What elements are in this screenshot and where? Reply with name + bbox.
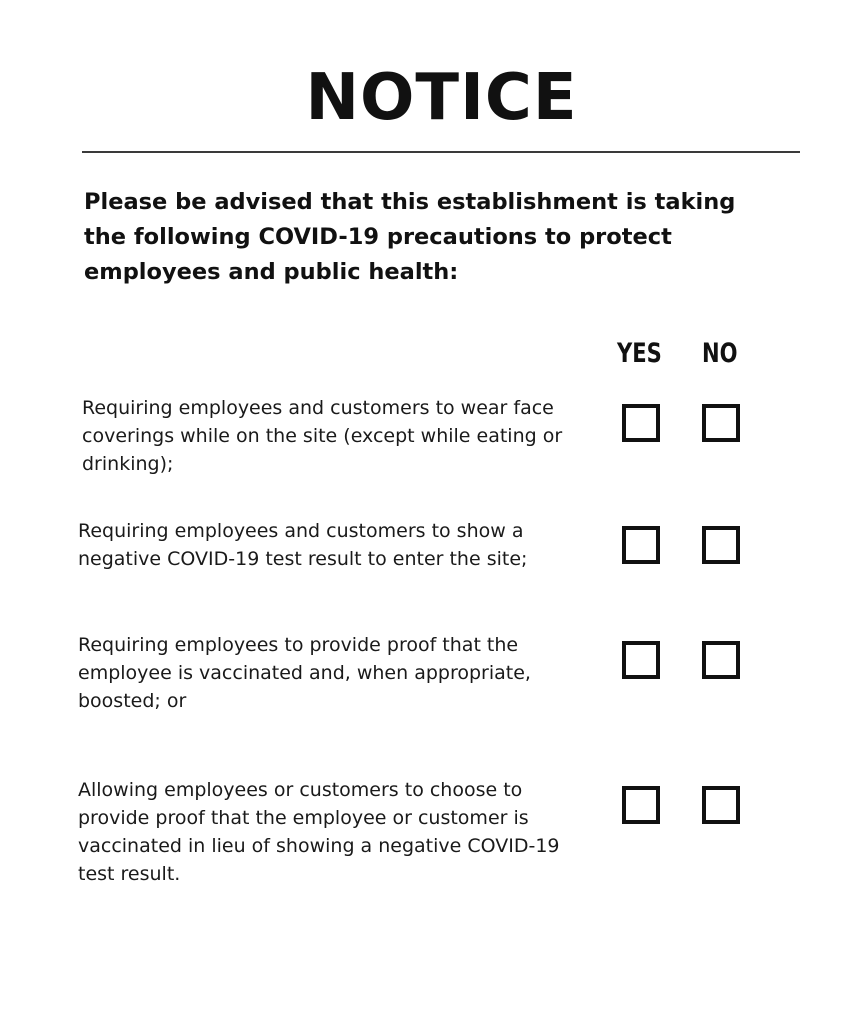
title-divider [82,151,800,153]
column-header-yes: YES [617,338,662,369]
precaution-no-checkbox[interactable] [702,641,740,679]
precaution-yes-checkbox[interactable] [622,404,660,442]
precaution-yes-checkbox[interactable] [622,641,660,679]
precaution-yes-checkbox[interactable] [622,526,660,564]
column-header-no: NO [702,338,738,369]
precaution-item-text: Allowing employees or customers to choose to provide proof that the employee or customer is vaccinated in lieu of showing a negative COVID-19 test result. [78,779,560,885]
precaution-item-text: Requiring employees and customers to show a negative COVID-19 test result to enter the site; [78,520,528,570]
intro-statement: Please be advised that this establishment is taking the following COVID-19 precautions to protect employees and public health: [84,189,736,285]
precaution-no-checkbox[interactable] [702,786,740,824]
precaution-item-text: Requiring employees and customers to wear face coverings while on the site (except while eating or drinking); [82,397,563,475]
notice-title: NOTICE [305,61,578,135]
precaution-item-text: Requiring employees to provide proof that the employee is vaccinated and, when appropriate, boosted; or [78,634,531,712]
precaution-yes-checkbox[interactable] [622,786,660,824]
precaution-no-checkbox[interactable] [702,526,740,564]
precaution-no-checkbox[interactable] [702,404,740,442]
